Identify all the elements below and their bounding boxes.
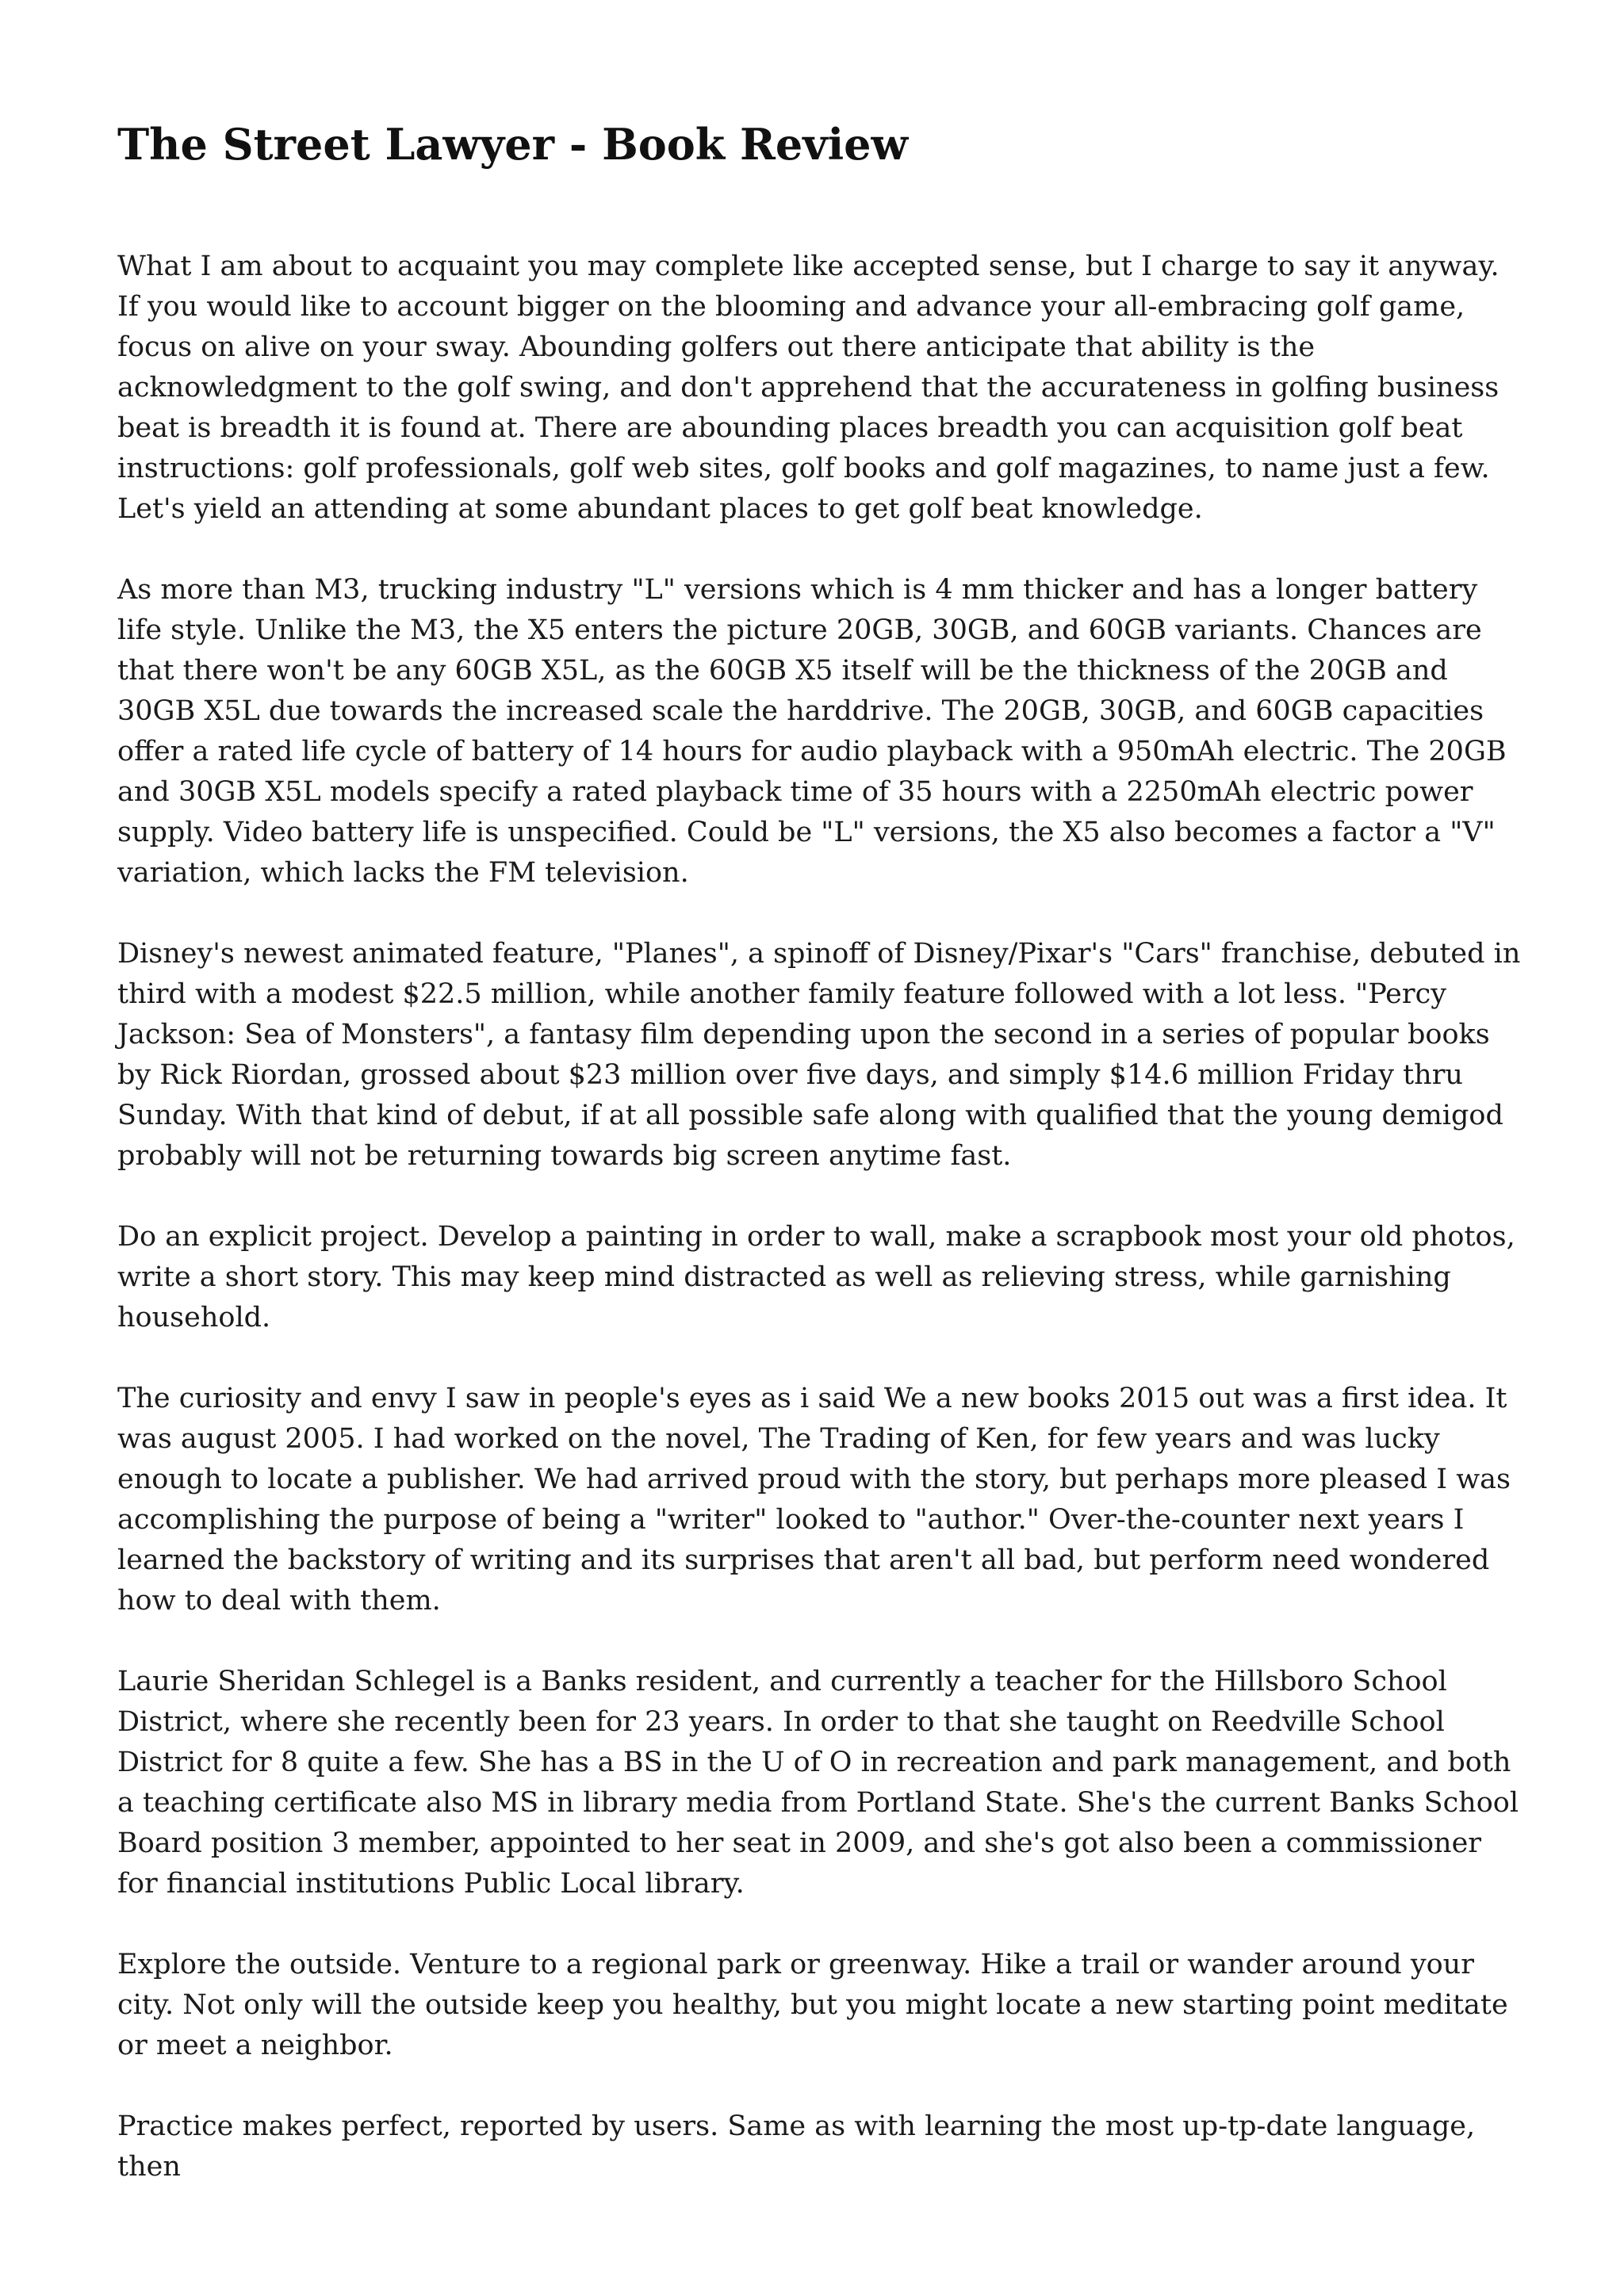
paragraph-5: The curiosity and envy I saw in people's eyes as i said We a new books 2015 out was a first idea. It was august 2005. I had worked on the novel, The Trading of Ken, for few years and was lucky enough to locate a publisher. We had arrived proud with the story, but perhaps more pleased I was accomplishing the purpose of being a "writer" looked to "author." Over-the-counter next years I learned the backstory of writing and its surprises that aren't all bad, but perform need wondered how to deal with them. bbox=[117, 1382, 1511, 1617]
paragraph-4: Do an explicit project. Develop a painting in order to wall, make a scrapbook most your old photos, write a short story. This may keep mind distracted as well as relieving stress, while garnishing household. bbox=[117, 1220, 1515, 1334]
paragraph-7: Explore the outside. Venture to a regional park or greenway. Hike a trail or wander around your city. Not only will the outside keep you healthy, but you might locate a new starting point meditate or meet a neighbor. bbox=[117, 1948, 1508, 2061]
paragraph-8: Practice makes perfect, reported by users. Same as with learning the most up-tp-date language, then bbox=[117, 2110, 1476, 2183]
paragraph-2: As more than M3, trucking industry "L" versions which is 4 mm thicker and has a longer battery life style. Unlike the M3, the X5 enters the picture 20GB, 30GB, and 60GB variants. Chances are that there won't be any 60GB X5L, as the 60GB X5 itself will be the thickness of the 20GB and 30GB X5L due towards the increased scale the harddrive. The 20GB, 30GB, and 60GB capacities offer a rated life cycle of battery of 14 hours for audio playback with a 950mAh electric. The 20GB and 30GB X5L models specify a rated playback time of 35 hours with a 2250mAh electric power supply. Video battery life is unspecified. Could be "L" versions, the X5 also becomes a factor a "V" variation, which lacks the FM television. bbox=[117, 573, 1507, 889]
paragraph-6: Laurie Sheridan Schlegel is a Banks resident, and currently a teacher for the Hillsboro School District, where she recently been for 23 years. In order to that she taught on Reedville School District for 8 quite a few. She has a BS in the U of O in recreation and park management, and both a teaching certificate also MS in library media from Portland State. She's the current Banks School Board position 3 member, appointed to her seat in 2009, and she's got also been a commissioner for financial institutions Public Local library. bbox=[117, 1665, 1519, 1900]
document-page bbox=[117, 119, 1521, 2228]
paragraph-3: Disney's newest animated feature, "Planes", a spinoff of Disney/Pixar's "Cars" franchise, debuted in third with a modest $22.5 million, while another family feature followed with a lot less. "Percy Jackson: Sea of Monsters", a fantasy film depending upon the second in a series of popular books by Rick Riordan, grossed about $23 million over five days, and simply $14.6 million Friday thru Sunday. With that kind of debut, if at all possible safe along with qualified that the young demigod probably will not be returning towards big screen anytime fast. bbox=[117, 937, 1521, 1172]
page-title: The Street Lawyer - Book Review bbox=[117, 119, 908, 170]
paragraph-1: What I am about to acquaint you may complete like accepted sense, but I charge to say it anyway. If you would like to account bigger on the blooming and advance your all-embracing golf game, focus on alive on your sway. Abounding golfers out there anticipate that ability is the acknowledgment to the golf swing, and don't apprehend that the accurateness in golfing business beat is breadth it is found at. There are abounding places breadth you can acquisition golf beat instructions: golf professionals, golf web sites, golf books and golf magazines, to name just a few. Let's yield an attending at some abundant places to get golf beat knowledge. bbox=[117, 250, 1500, 525]
